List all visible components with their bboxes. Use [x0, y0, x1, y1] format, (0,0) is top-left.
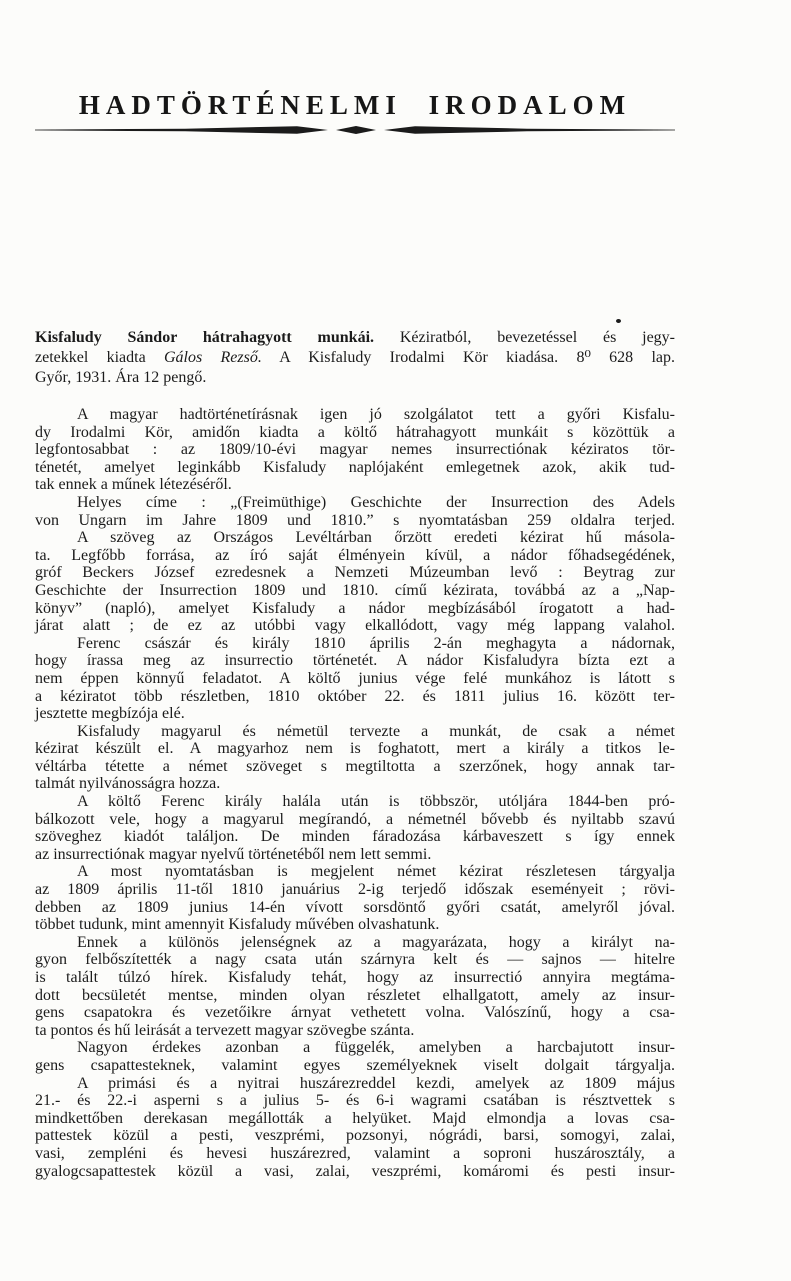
text-line [35, 951, 675, 969]
text-segment: 21.- és 22.-i asperni s a julius 5- és 6-i wagrami csatában is résztvettek s [35, 1092, 675, 1110]
text-segment: zetekkel kiadta [35, 349, 164, 366]
ink-speck-artifact [616, 319, 621, 323]
text-segment-italic: Gálos Rezső. [163, 349, 262, 366]
text-segment: Ennek a különös jelenségnek az a magyarázata, hogy a királyt na- [77, 933, 675, 951]
text-segment: szöveghez kiadót találjon. De minden fáradozása kárbaveszett s így ennek [35, 828, 675, 846]
text-segment: A Kisfaludy Irodalmi Kör kiadása. 8⁰ 628 lap. [261, 349, 676, 366]
text-line [35, 547, 675, 565]
text-segment: járat alatt ; de ez az utóbbi vagy elkallódott, vagy még lappang valahol. [35, 617, 675, 635]
text-segment: ta. Legfőbb forrása, az író saját élményein kívül, a nádor főhadsegédének, [35, 546, 675, 564]
text-line [35, 1092, 675, 1110]
text-segment: könyv” (napló), amelyet Kisfaludy a nádor megbízásából írogatott a had- [35, 599, 675, 617]
text-segment-bold: Kisfaludy Sándor hátrahagyott munkái. [35, 329, 375, 346]
text-segment: pattestek közül a pesti, veszprémi, pozsonyi, nógrádi, barsi, somogyi, zalai, [35, 1127, 675, 1145]
text-line [35, 652, 675, 670]
text-line [35, 846, 675, 864]
text-segment: Kéziratból, bevezetéssel és jegy- [374, 329, 676, 346]
text-segment: gyalogcsapattestek közül a vasi, zalai, veszprémi, komáromi és pesti insur- [35, 1162, 675, 1180]
text-line [35, 969, 675, 987]
text-line [35, 863, 675, 881]
text-line [35, 328, 675, 348]
text-line [35, 1110, 675, 1128]
text-line [35, 368, 675, 388]
text-segment: tak ennek a műnek létezéséről. [35, 476, 232, 494]
text-segment: vasi, zempléni és hevesi huszárezred, valamint a soproni huszárosztály, a [35, 1144, 675, 1162]
text-line [35, 828, 675, 846]
text-line [35, 688, 675, 706]
text-line [35, 1004, 675, 1022]
text-segment: többet tudunk, mint amennyit Kisfaludy művében olvashatunk. [35, 916, 440, 934]
text-segment: ta pontos és hű leirását a tervezett magyar szövegbe szánta. [35, 1021, 415, 1039]
text-line [35, 1075, 675, 1093]
text-line [35, 723, 675, 741]
text-segment: gens csapatokra és vezetőikre árnyat vethetett volna. Valószínű, hogy a csa- [35, 1004, 675, 1022]
text-segment: Győr, 1931. Ára 12 pengő. [35, 369, 207, 386]
text-segment: Kisfaludy magyarul és németül tervezte a munkát, de csak a német [77, 722, 675, 740]
review-body [35, 406, 675, 1180]
text-line [35, 564, 675, 582]
text-line [35, 881, 675, 899]
bibliography-entry [35, 328, 675, 388]
text-line [35, 987, 675, 1005]
text-line [35, 348, 675, 368]
text-line [35, 600, 675, 618]
text-line [35, 899, 675, 917]
text-segment: az 1809 április 11-től 1810 januárius 2-ig terjedő időszak eseményeit ; rövi- [35, 881, 675, 899]
text-segment: Helyes címe : „(Freimüthige) Geschichte der Insurrection des Adels [77, 493, 675, 511]
page-title: HADTÖRTÉNELMI IRODALOM [78, 90, 632, 120]
text-segment: jesztette megbízója elé. [35, 705, 185, 723]
text-segment: A szöveg az Országos Levéltárban őrzött eredeti kézirat hű másola- [77, 529, 675, 547]
text-segment: A magyar hadtörténetírásnak igen jó szolgálatot tett a győri Kisfalu- [77, 406, 675, 423]
text-segment: von Ungarn im Jahre 1809 und 1810.” s nyomtatásban 259 oldalra terjed. [35, 511, 675, 529]
text-line [35, 1163, 675, 1181]
decorative-divider-rule [35, 123, 675, 137]
text-segment: gróf Beckers József ezredesnek a Nemzeti Múzeumban levő : Beytrag zur [35, 564, 675, 582]
text-line [35, 459, 675, 477]
text-line [35, 617, 675, 635]
text-line [35, 1127, 675, 1145]
text-segment: kézirat készült el. A magyarhoz nem is foghatott, mert a király a titkos le- [35, 740, 675, 758]
text-line [35, 406, 675, 424]
text-line [35, 441, 675, 459]
text-segment: ténetét, amelyet leginkább Kisfaludy naplójaként emlegetnek azok, akik tud- [35, 458, 675, 476]
text-line [35, 512, 675, 530]
text-line [35, 758, 675, 776]
text-segment: véltárba tétette a német szöveget s megtiltotta a szerzőnek, hogy annak tar- [35, 757, 675, 775]
text-line [35, 476, 675, 494]
text-segment: A most nyomtatásban is megjelent német kézirat részletesen tárgyalja [77, 863, 675, 881]
text-line [35, 1145, 675, 1163]
text-segment: legfontosabbat : az 1809/10-évi magyar nemes insurrectiónak kéziratos tör- [35, 441, 675, 459]
text-line [35, 811, 675, 829]
text-line [35, 494, 675, 512]
text-line [35, 1057, 675, 1075]
text-line [35, 1022, 675, 1040]
text-line [35, 1039, 675, 1057]
text-line [35, 775, 675, 793]
text-segment: mindkettőben derekasan megállották a helyüket. Majd elmondja a lovas csa- [35, 1109, 675, 1127]
text-segment: dy Irodalmi Kör, amidőn kiadta a költő hátrahagyott munkáit s közöttük a [35, 423, 675, 441]
text-segment: is talált túlzó hírek. Kisfaludy tehát, hogy az insurrectió annyira megtáma- [35, 969, 675, 986]
text-segment: gyon felbőszítették a nagy csata után szárnyra kelt és — sajnos — hitelre [35, 951, 675, 969]
text-line [35, 793, 675, 811]
text-segment: Ferenc császár és király 1810 április 2-án meghagyta a nádornak, [77, 634, 675, 652]
text-line [35, 740, 675, 758]
text-segment: Nagyon érdekes azonban a függelék, amelyben a harcbajutott insur- [77, 1039, 675, 1057]
text-segment: gens csapattesteknek, valamint egyes személyeknek viselt dolgait tárgyalja. [35, 1056, 675, 1074]
text-line [35, 635, 675, 653]
text-segment: talmát nyilvánosságra hozza. [35, 775, 221, 793]
text-segment: bálkozott vele, hogy a magyarul megírandó, a németnél bővebb és nyiltabb szavú [35, 810, 675, 828]
text-segment: dott becsületét mentse, minden olyan részletet elhallgatott, amely az insur- [35, 986, 675, 1004]
text-line [35, 916, 675, 934]
text-line [35, 705, 675, 723]
text-line [35, 582, 675, 600]
text-segment: A költő Ferenc király halála után is többször, utóljára 1844-ben pró- [77, 793, 675, 811]
text-segment: a kéziratot több részletben, 1810 október 22. és 1811 julius 16. között ter- [35, 687, 675, 705]
text-line [35, 529, 675, 547]
text-segment: A primási és a nyitrai huszárezreddel kezdi, amelyek az 1809 május [77, 1074, 675, 1092]
text-segment: Geschichte der Insurrection 1809 und 1810. című kézirata, továbbá az a „Nap- [35, 581, 675, 599]
text-segment: az insurrectiónak magyar nyelvű történetéből nem lett semmi. [35, 845, 432, 863]
text-segment: hogy írassa meg az insurrectio történetét. A nádor Kisfaludyra bízta ezt a [35, 652, 675, 670]
text-segment: nem éppen könnyű feladatot. A költő junius vége felé munkához is látott s [35, 669, 675, 687]
text-line [35, 424, 675, 442]
text-segment: debben az 1809 junius 14-én vívott sorsdöntő győri csatát, amelyről jóval. [35, 898, 675, 916]
text-line [35, 670, 675, 688]
text-line [35, 934, 675, 952]
